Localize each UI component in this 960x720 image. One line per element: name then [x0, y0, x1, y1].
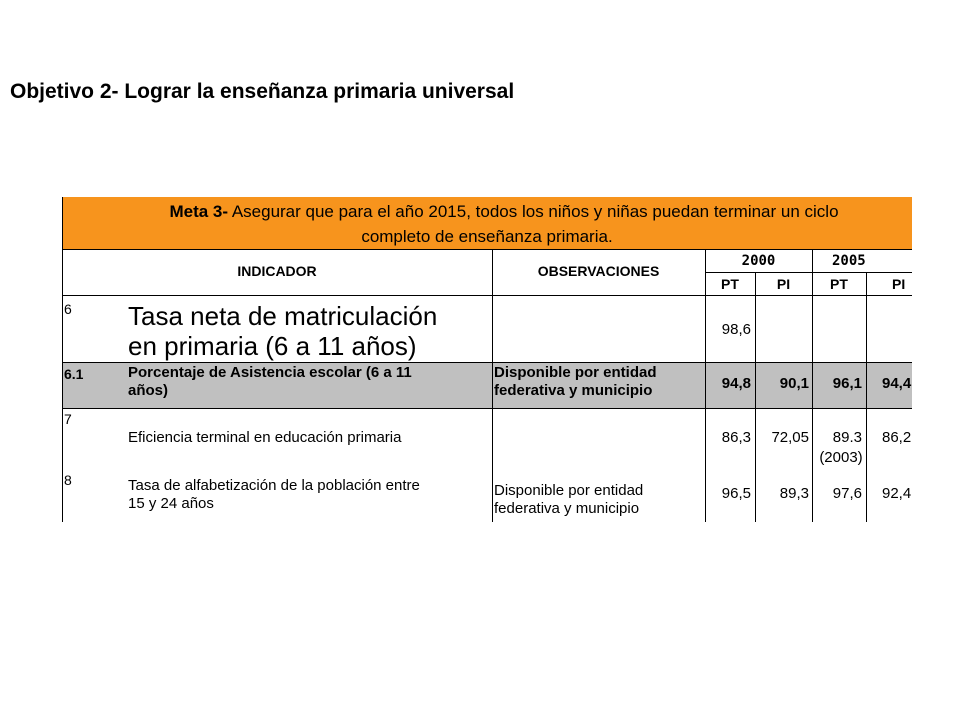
row-observation	[494, 482, 705, 518]
row-indicator-line: Tasa neta de matriculación	[128, 301, 438, 331]
row-value-pt-2000: 86,3	[721, 429, 751, 446]
row-observation-line: federativa y municipio	[494, 500, 640, 517]
row-number: 7	[64, 411, 72, 427]
meta-label: Meta 3-	[169, 202, 229, 221]
row-indicator-line: Porcentaje de Asistencia escolar (6 a 11	[128, 364, 412, 381]
grid-line	[62, 197, 63, 522]
row-value-pi-2005: 86,2	[882, 429, 912, 446]
row-value-pt-2000: 96,5	[721, 485, 751, 502]
meta-text-2: completo de enseñanza primaria.	[361, 227, 613, 246]
row-indicator-line: Eficiencia terminal en educación primaria	[128, 429, 402, 446]
row-number: 8	[64, 472, 72, 488]
meta-text-1: Asegurar que para el año 2015, todos los niños y niñas puedan terminar un ciclo	[228, 202, 839, 221]
row-indicator	[128, 364, 492, 400]
row-number: 6	[64, 301, 72, 317]
row-value-pi-2005: 92,4	[882, 485, 912, 502]
row-indicator-line: Tasa de alfabetización de la población entre	[128, 477, 420, 494]
header-pt-2000: PT	[721, 276, 739, 292]
row-value-pi-2000: 90,1	[779, 375, 809, 392]
row-indicator-line: en primaria (6 a 11 años)	[128, 331, 417, 361]
row-observation-line: federativa y municipio	[494, 382, 653, 399]
row-indicator-line: años)	[128, 382, 169, 399]
grid-line	[705, 272, 912, 273]
header-year-2005: 2005	[832, 253, 866, 269]
grid-line	[62, 408, 912, 409]
grid-line	[62, 249, 912, 250]
row-indicator-line: 15 y 24 años	[128, 495, 214, 512]
row-value-note: (2003)	[819, 449, 863, 466]
header-indicador: INDICADOR	[237, 263, 317, 279]
row-indicator	[128, 477, 492, 513]
row-value-pt-2005: 96,1	[832, 375, 862, 392]
row-value-pt-2000: 98,6	[721, 321, 751, 338]
grid-line	[62, 295, 912, 296]
row-value-pi-2000: 72,05	[771, 429, 809, 446]
row-observation	[494, 364, 705, 400]
row-value-pt-2005: 89.3	[832, 429, 862, 446]
grid-line	[492, 249, 493, 522]
row-observation-line: Disponible por entidad	[494, 364, 657, 381]
row-observation-line: Disponible por entidad	[494, 482, 644, 499]
grid-line	[62, 362, 912, 363]
row-value-pt-2000: 94,8	[721, 375, 751, 392]
row-number: 6.1	[64, 366, 84, 382]
page-title: Objetivo 2- Lograr la enseñanza primaria universal	[10, 80, 515, 103]
header-year-2000: 2000	[741, 253, 776, 269]
header-pi-2005: PI	[892, 276, 906, 292]
row-value-pt-2005: 97,6	[832, 485, 862, 502]
row-value-pi-2000: 89,3	[779, 485, 809, 502]
indicators-table	[62, 197, 912, 522]
row-indicator	[128, 429, 492, 447]
header-observaciones: OBSERVACIONES	[537, 263, 660, 279]
meta-line-1	[96, 199, 912, 224]
row-value-pi-2005: 94,4	[882, 375, 912, 392]
header-pi-2000: PI	[776, 276, 791, 292]
row-indicator	[128, 301, 492, 361]
header-pt-2005: PT	[830, 276, 848, 292]
meta-banner	[62, 197, 912, 249]
